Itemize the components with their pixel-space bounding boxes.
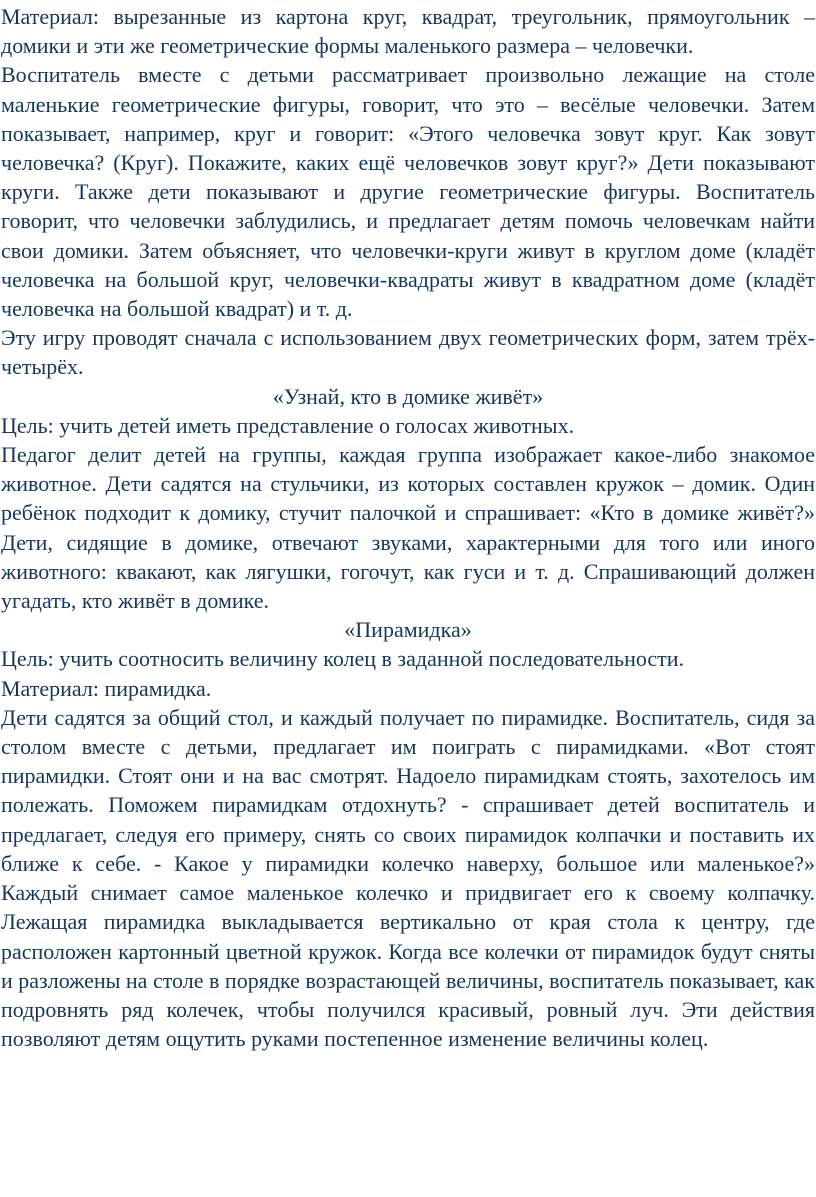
material-paragraph-pyramid: Материал: пирамидка. — [1, 675, 212, 701]
section-heading-who-lives: «Узнай, кто в домике живёт» — [272, 383, 544, 409]
section-heading-pyramid: «Пирамидка» — [344, 617, 472, 643]
goal-paragraph-animals: Цель: учить детей иметь представление о голосах животных. — [1, 412, 575, 438]
goal-paragraph-pyramid: Цель: учить соотносить величину колец в заданной последовательности. — [1, 646, 685, 672]
pyramid-game-paragraph: Дети садятся за общий стол, и каждый получает по пирамидке. Воспитатель, сидя за столом вместе с детьми, предлагает им поиграть с пирамидками. «Вот стоят пирамидки. Стоят они и на вас смотрят. Надоело пирамидкам стоять, захотелось им полежать. Поможем пирамидкам отдохнуть? - спрашивает детей воспитатель и предлагает, следуя его примеру, снять со своих пирамидок колпачки и поставить их ближе к себе. - Какое у пирамидки колечко наверху, большое или маленькое?» Каждый снимает самое маленькое колечко и придвигает его к своему колпачку. Лежащая пирамидка выкладывается вертикально от края стола к центру, где расположен картонный цветной кружок. Когда все колечки от пирамидок будут сняты и разложены на столе в порядке возрастающей величины, воспитатель показывает, как подровнять ряд колечек, чтобы получился красивый, ровный луч. Эти действия позволяют детям ощутить руками постепенное изменение величины колец. — [1, 704, 815, 1052]
game-variation-paragraph: Эту игру проводят сначала с использованием двух геометрических форм, затем трёх-четырёх. — [1, 325, 815, 380]
game-description-paragraph: Воспитатель вместе с детьми рассматривает произвольно лежащие на столе маленькие геометрические фигуры, говорит, что это – весёлые человечки. Затем показывает, например, круг и говорит: «Этого человечка зовут круг. Как зовут человечка? (Круг). Покажите, каких ещё человечков зовут круг?» Дети показывают круги. Также дети показывают и другие геометрические фигуры. Воспитатель говорит, что человечки заблудились, и предлагает детям помочь человечкам найти свои домики. Затем объясняет, что человечки-круги живут в круглом доме (кладёт человечка на большой круг, человечки-квадраты живут в квадратном доме (кладёт человечка на большой квадрат) и т. д. — [1, 62, 815, 322]
material-paragraph: Материал: вырезанные из картона круг, квадрат, треугольник, прямоугольник – домики и эти же геометрические формы маленького размера – человечки. — [1, 4, 815, 59]
animals-game-paragraph: Педагог делит детей на группы, каждая группа изображает какое-либо знакомое животное. Дети садятся на стульчики, из которых составлен кружок – домик. Один ребёнок подходит к домику, стучит палочкой и спрашивает: «Кто в домике живёт?» Дети, сидящие в домике, отвечают звуками, характерными для того или иного животного: квакают, как лягушки, гогочут, как гуси и т. д. Спрашивающий должен угадать, кто живёт в домике. — [1, 442, 815, 614]
